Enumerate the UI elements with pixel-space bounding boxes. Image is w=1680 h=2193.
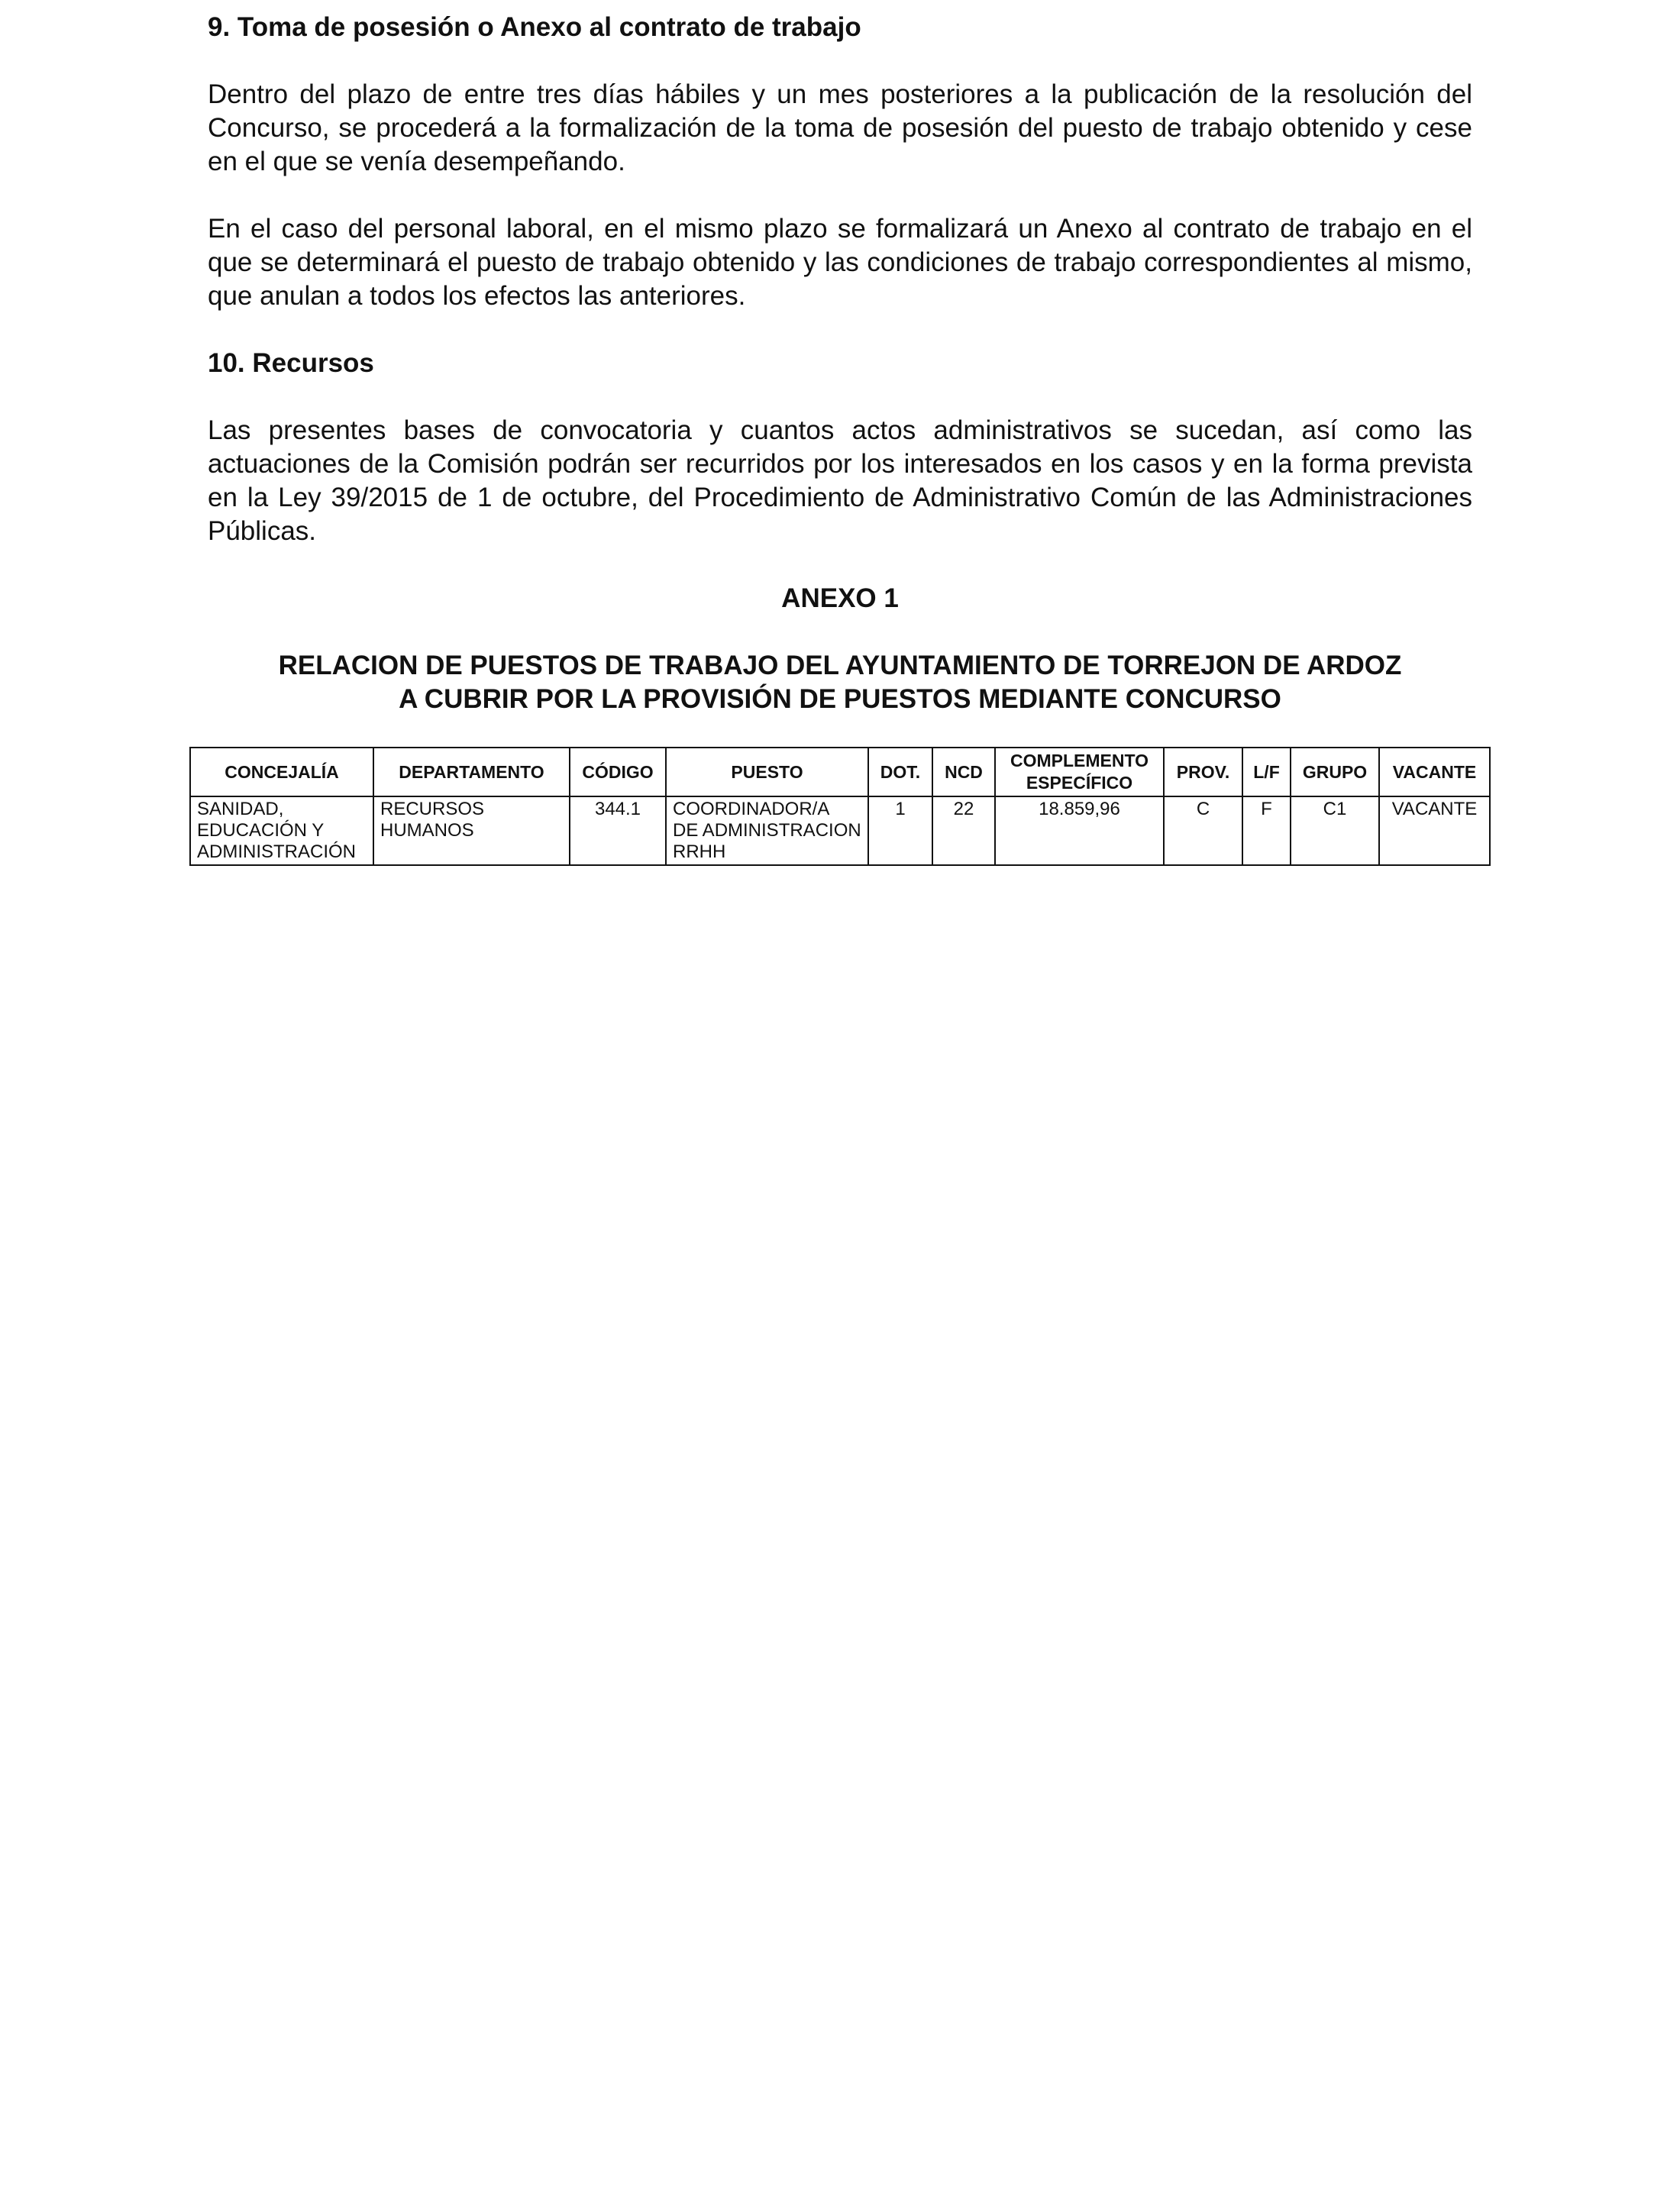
section-9-paragraph-2: En el caso del personal laboral, en el mismo plazo se formalizará un Anexo al contrato de trabajo en el que se determinará el puesto de trabajo obtenido y las condiciones de trabajo correspondientes al mismo, que anulan a todos los efectos las anteriores. xyxy=(208,214,1472,311)
cell-prov: C xyxy=(1164,796,1242,865)
cell-puesto-line-2: DE ADMINISTRACION xyxy=(673,820,861,841)
cell-departamento xyxy=(373,796,570,865)
cell-vacante: VACANTE xyxy=(1379,796,1490,865)
annex-subtitle-line-2: A CUBRIR POR LA PROVISIÓN DE PUESTOS MEDIANTE CONCURSO xyxy=(399,684,1281,714)
cell-ncd: 22 xyxy=(932,796,995,865)
cell-departamento-line-2: HUMANOS xyxy=(380,820,474,841)
cell-grupo: C1 xyxy=(1291,796,1379,865)
cell-departamento-line-1: RECURSOS xyxy=(380,799,485,819)
positions-table xyxy=(189,747,1491,866)
header-concejalia: CONCEJALÍA xyxy=(190,748,373,796)
cell-complemento: 18.859,96 xyxy=(995,796,1164,865)
header-dot: DOT. xyxy=(868,748,932,796)
cell-puesto-line-1: COORDINADOR/A xyxy=(673,799,830,819)
section-9-heading: 9. Toma de posesión o Anexo al contrato de trabajo xyxy=(208,12,861,42)
header-complemento xyxy=(995,748,1164,796)
section-10-heading: 10. Recursos xyxy=(208,348,374,378)
section-9-paragraph-1: Dentro del plazo de entre tres días hábiles y un mes posteriores a la publicación de la resolución del Concurso, se procederá a la formalización de la toma de posesión del puesto de trabajo obtenido y cese en el que se venía desempeñando. xyxy=(208,79,1472,176)
header-lf: L/F xyxy=(1242,748,1291,796)
header-complemento-line-2: ESPECÍFICO xyxy=(1026,773,1133,793)
table-row xyxy=(190,796,1490,865)
cell-puesto xyxy=(666,796,868,865)
header-complemento-line-1: COMPLEMENTO xyxy=(1010,751,1149,770)
section-10-paragraph-1: Las presentes bases de convocatoria y cuantos actos administrativos se sucedan, así como las actuaciones de la Comisión podrán ser recurridos por los interesados en los casos y en la forma prevista en la Ley 39/2015 de 1 de octubre, del Procedimiento de Administrativo Común de las Administraciones Públicas. xyxy=(208,415,1472,546)
header-grupo: GRUPO xyxy=(1291,748,1379,796)
document-body xyxy=(208,11,1472,716)
header-vacante: VACANTE xyxy=(1379,748,1490,796)
positions-table-wrapper xyxy=(189,747,1489,866)
cell-codigo: 344.1 xyxy=(570,796,666,865)
header-ncd: NCD xyxy=(932,748,995,796)
cell-dot: 1 xyxy=(868,796,932,865)
cell-concejalia-line-1: SANIDAD, xyxy=(197,799,284,819)
cell-lf: F xyxy=(1242,796,1291,865)
header-puesto: PUESTO xyxy=(666,748,868,796)
annex-title: ANEXO 1 xyxy=(781,583,899,613)
header-departamento: DEPARTAMENTO xyxy=(373,748,570,796)
header-codigo: CÓDIGO xyxy=(570,748,666,796)
cell-concejalia-line-2: EDUCACIÓN Y xyxy=(197,820,325,841)
cell-concejalia-line-3: ADMINISTRACIÓN xyxy=(197,841,357,862)
annex-subtitle-line-1: RELACION DE PUESTOS DE TRABAJO DEL AYUNTAMIENTO DE TORREJON DE ARDOZ xyxy=(278,651,1402,680)
table-header-row xyxy=(190,748,1490,796)
cell-concejalia xyxy=(190,796,373,865)
header-prov: PROV. xyxy=(1164,748,1242,796)
cell-puesto-line-3: RRHH xyxy=(673,841,726,862)
